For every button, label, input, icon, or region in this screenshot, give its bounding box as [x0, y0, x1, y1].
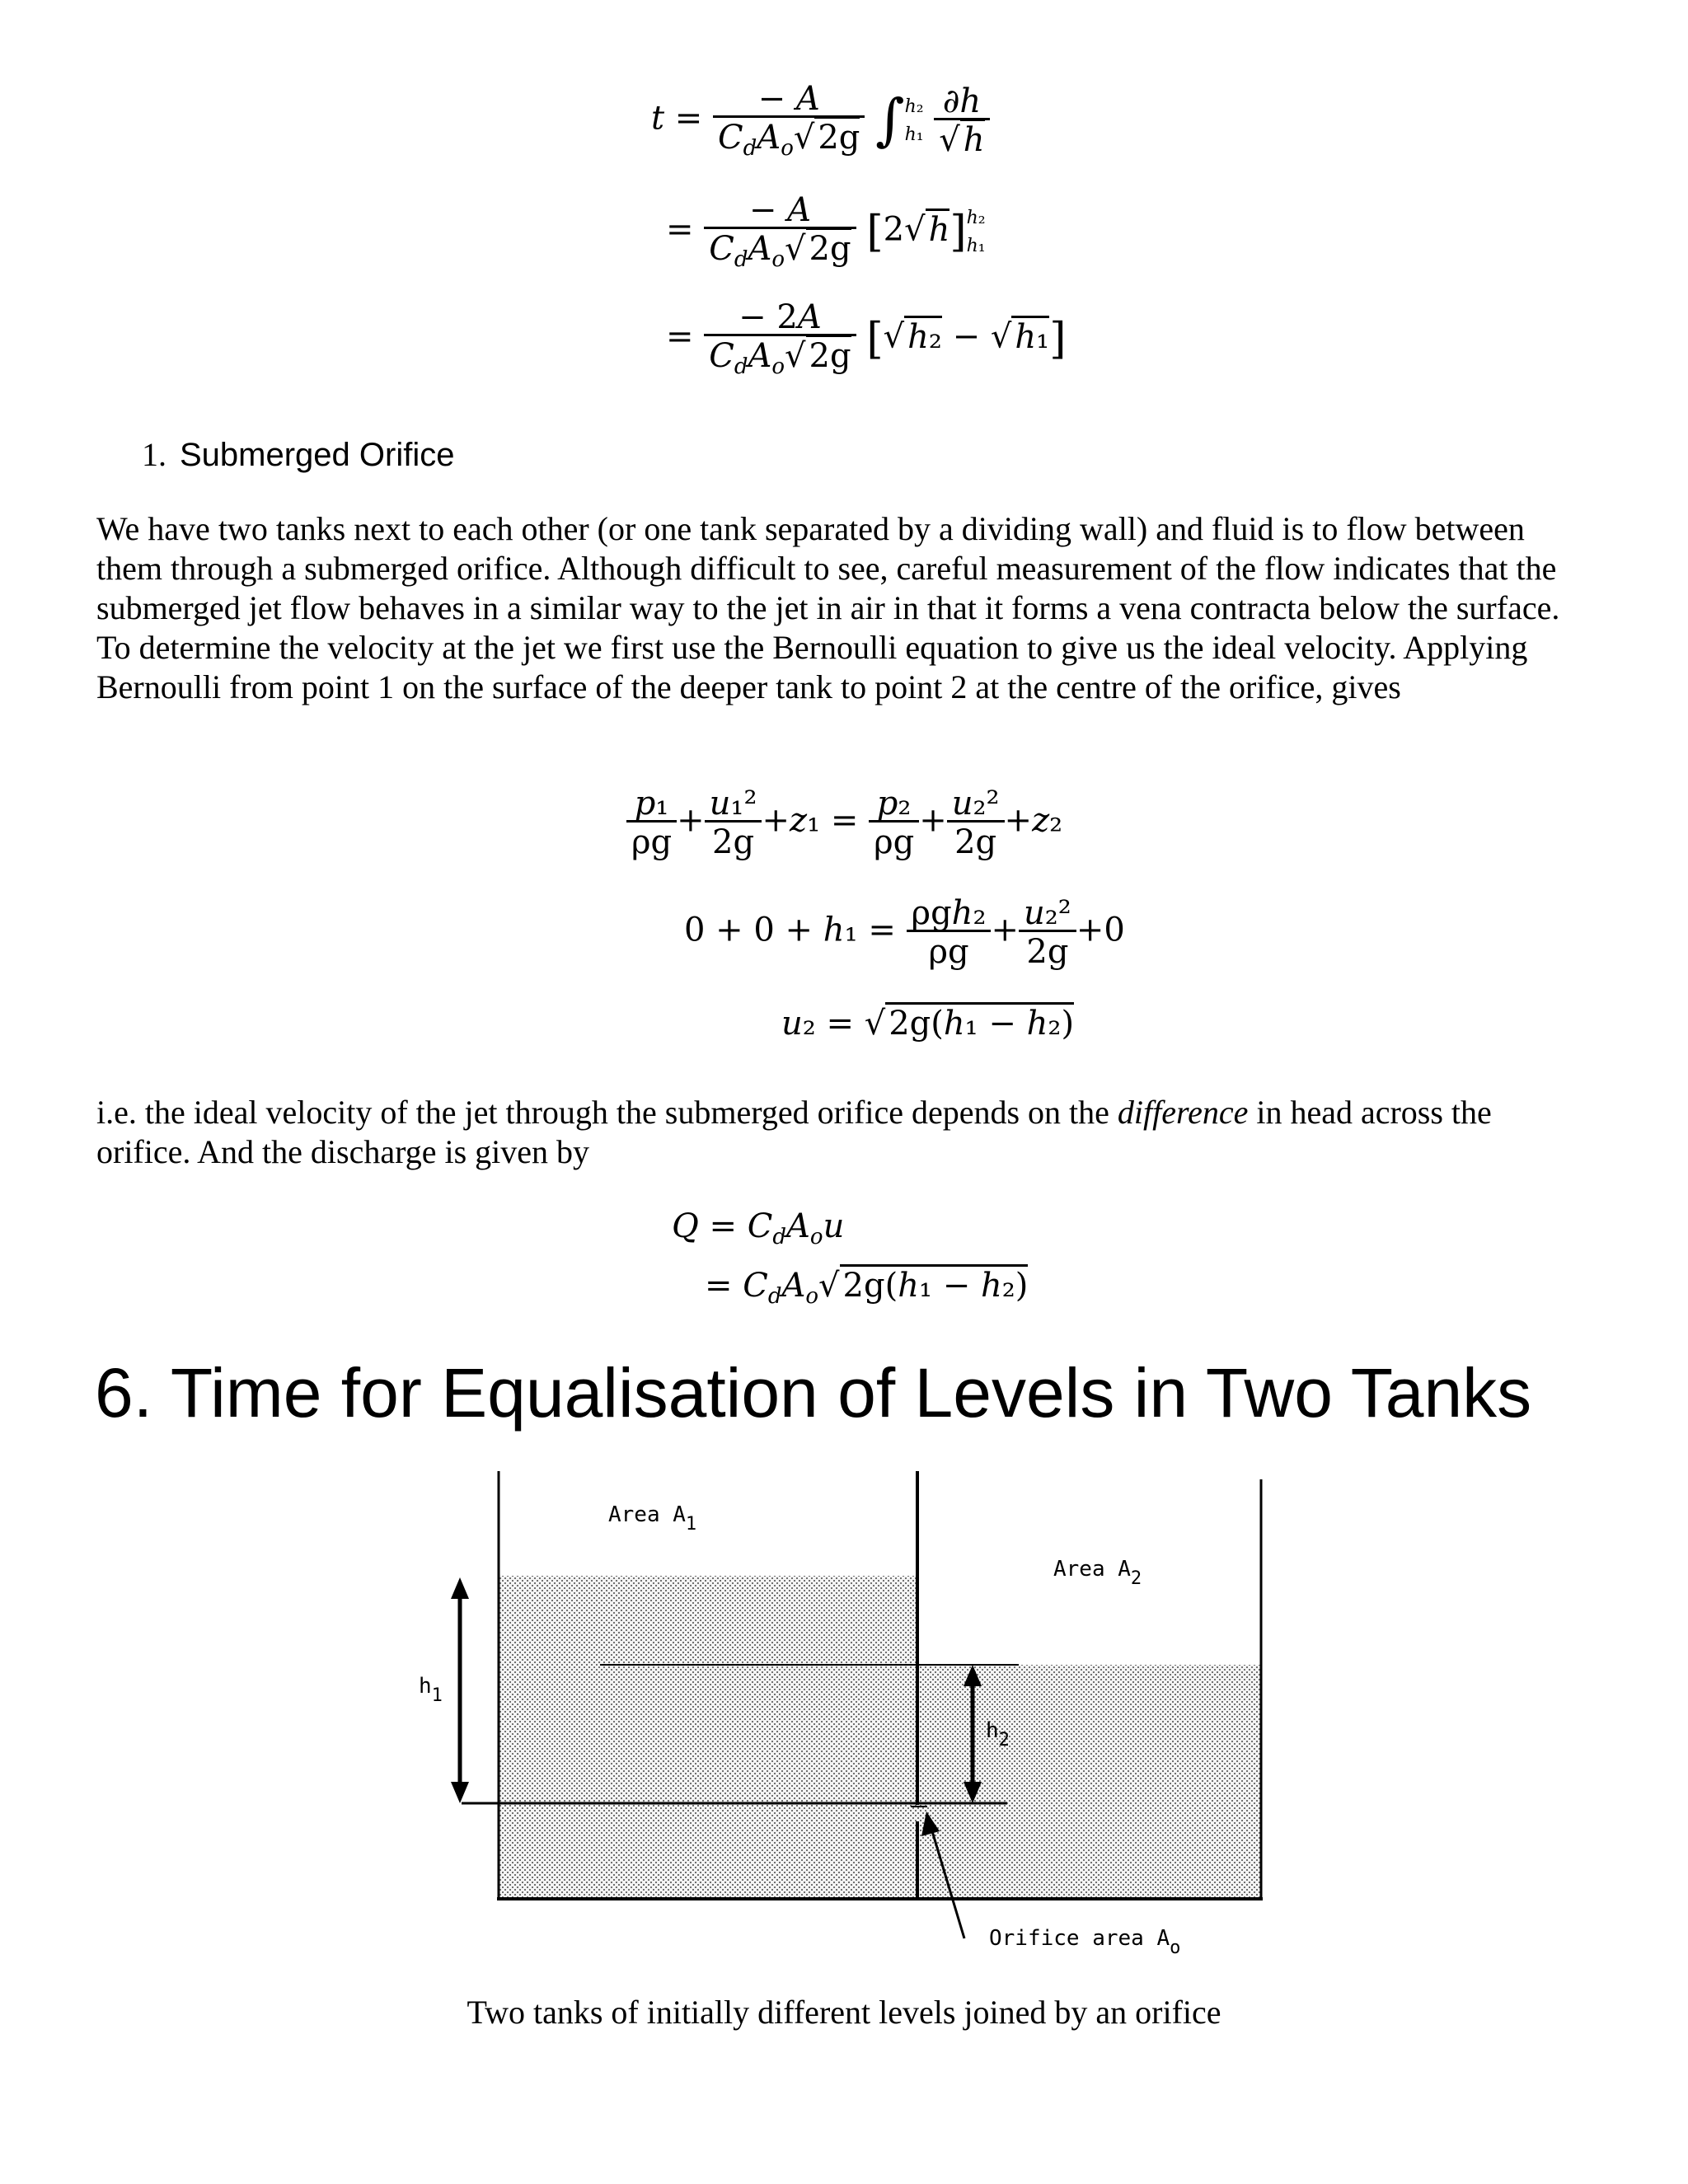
- section-heading: 6. Time for Equalisation of Levels in Two Tanks: [95, 1354, 1532, 1432]
- label-h1: $h_1$: [419, 1674, 443, 1706]
- label-h2: $h_2$: [986, 1718, 1010, 1750]
- equation-discharge-line-1: $Q = C_dA_ou$: [672, 1207, 845, 1249]
- tank1-fluid: [499, 1576, 917, 1899]
- equation-time-line-2: = $\frac{- A}{C_dA_o√ 2g}$ [2√ h]h₂ h₁: [666, 191, 986, 272]
- h1-arrow-bottom: [451, 1782, 469, 1803]
- equation-bernoulli-substituted: 0 + 0 + h₁ = $\frac{\text{ρgh₂}}{\rho g}$ + $\frac{\text{u₂²}}{2g}$ +0: [684, 894, 1125, 971]
- equation-discharge-line-2: = $C_dA_o√$ 2g(h₁ − h₂): [705, 1269, 1028, 1307]
- equation-time-line-1: t = $\frac{- A}{C_dA_o√ 2g}$ ∫h₂ h₁ $\frac{\partial h}{√ h}$: [651, 82, 990, 159]
- paragraph-text-after: in head across the orifice. And the discharge is given by: [96, 1094, 1492, 1170]
- label-orifice-area: Orifice area $A_o$: [989, 1926, 1181, 1958]
- paragraph-emphasis: difference: [1117, 1094, 1249, 1131]
- list-item-number: 1.: [142, 436, 166, 473]
- list-item-label: Submerged Orifice: [180, 437, 455, 473]
- figure-caption: Two tanks of initially different levels joined by an orifice: [467, 1994, 1221, 2031]
- paragraph-text-before: i.e. the ideal velocity of the jet through the submerged orifice depends on the: [96, 1094, 1118, 1131]
- equation-bernoulli-general: $\frac{\text{p₁}}{\rho g}$ + $\frac{\text{u₁²}}{2g}$ +z₁ = $\frac{\text{p₂}}{\rho g}$ + $\frac{\text{u₂²}}{2g}$ +z₂: [626, 787, 1062, 859]
- label-area-a1: Area $A_1$: [608, 1502, 697, 1535]
- equation-time-line-3: = $\frac{- 2A}{C_dA_o√ 2g}$ [√ h₂ − √ h₁]: [666, 298, 1067, 379]
- label-area-a2: Area $A_2$: [1053, 1557, 1142, 1589]
- h1-arrow-top: [451, 1577, 469, 1599]
- equation-ideal-velocity: u₂ = √ 2g(h₁ − h₂): [781, 1007, 1074, 1040]
- paragraph-submerged-orifice: We have two tanks next to each other (or one tank separated by a dividing wall) and fluid is to flow between them through a submerged orifice. Although difficult to see, careful measurement of the flow indicates that the submerged jet flow behaves in a similar way to the jet in air in that it forms a vena contracta below the surface. To determine the velocity at the jet we first use the Bernoulli equation to give us the ideal velocity. Applying Bernoulli from point 1 on the surface of the deeper tank to point 2 at the centre of the orifice, gives: [96, 510, 1560, 705]
